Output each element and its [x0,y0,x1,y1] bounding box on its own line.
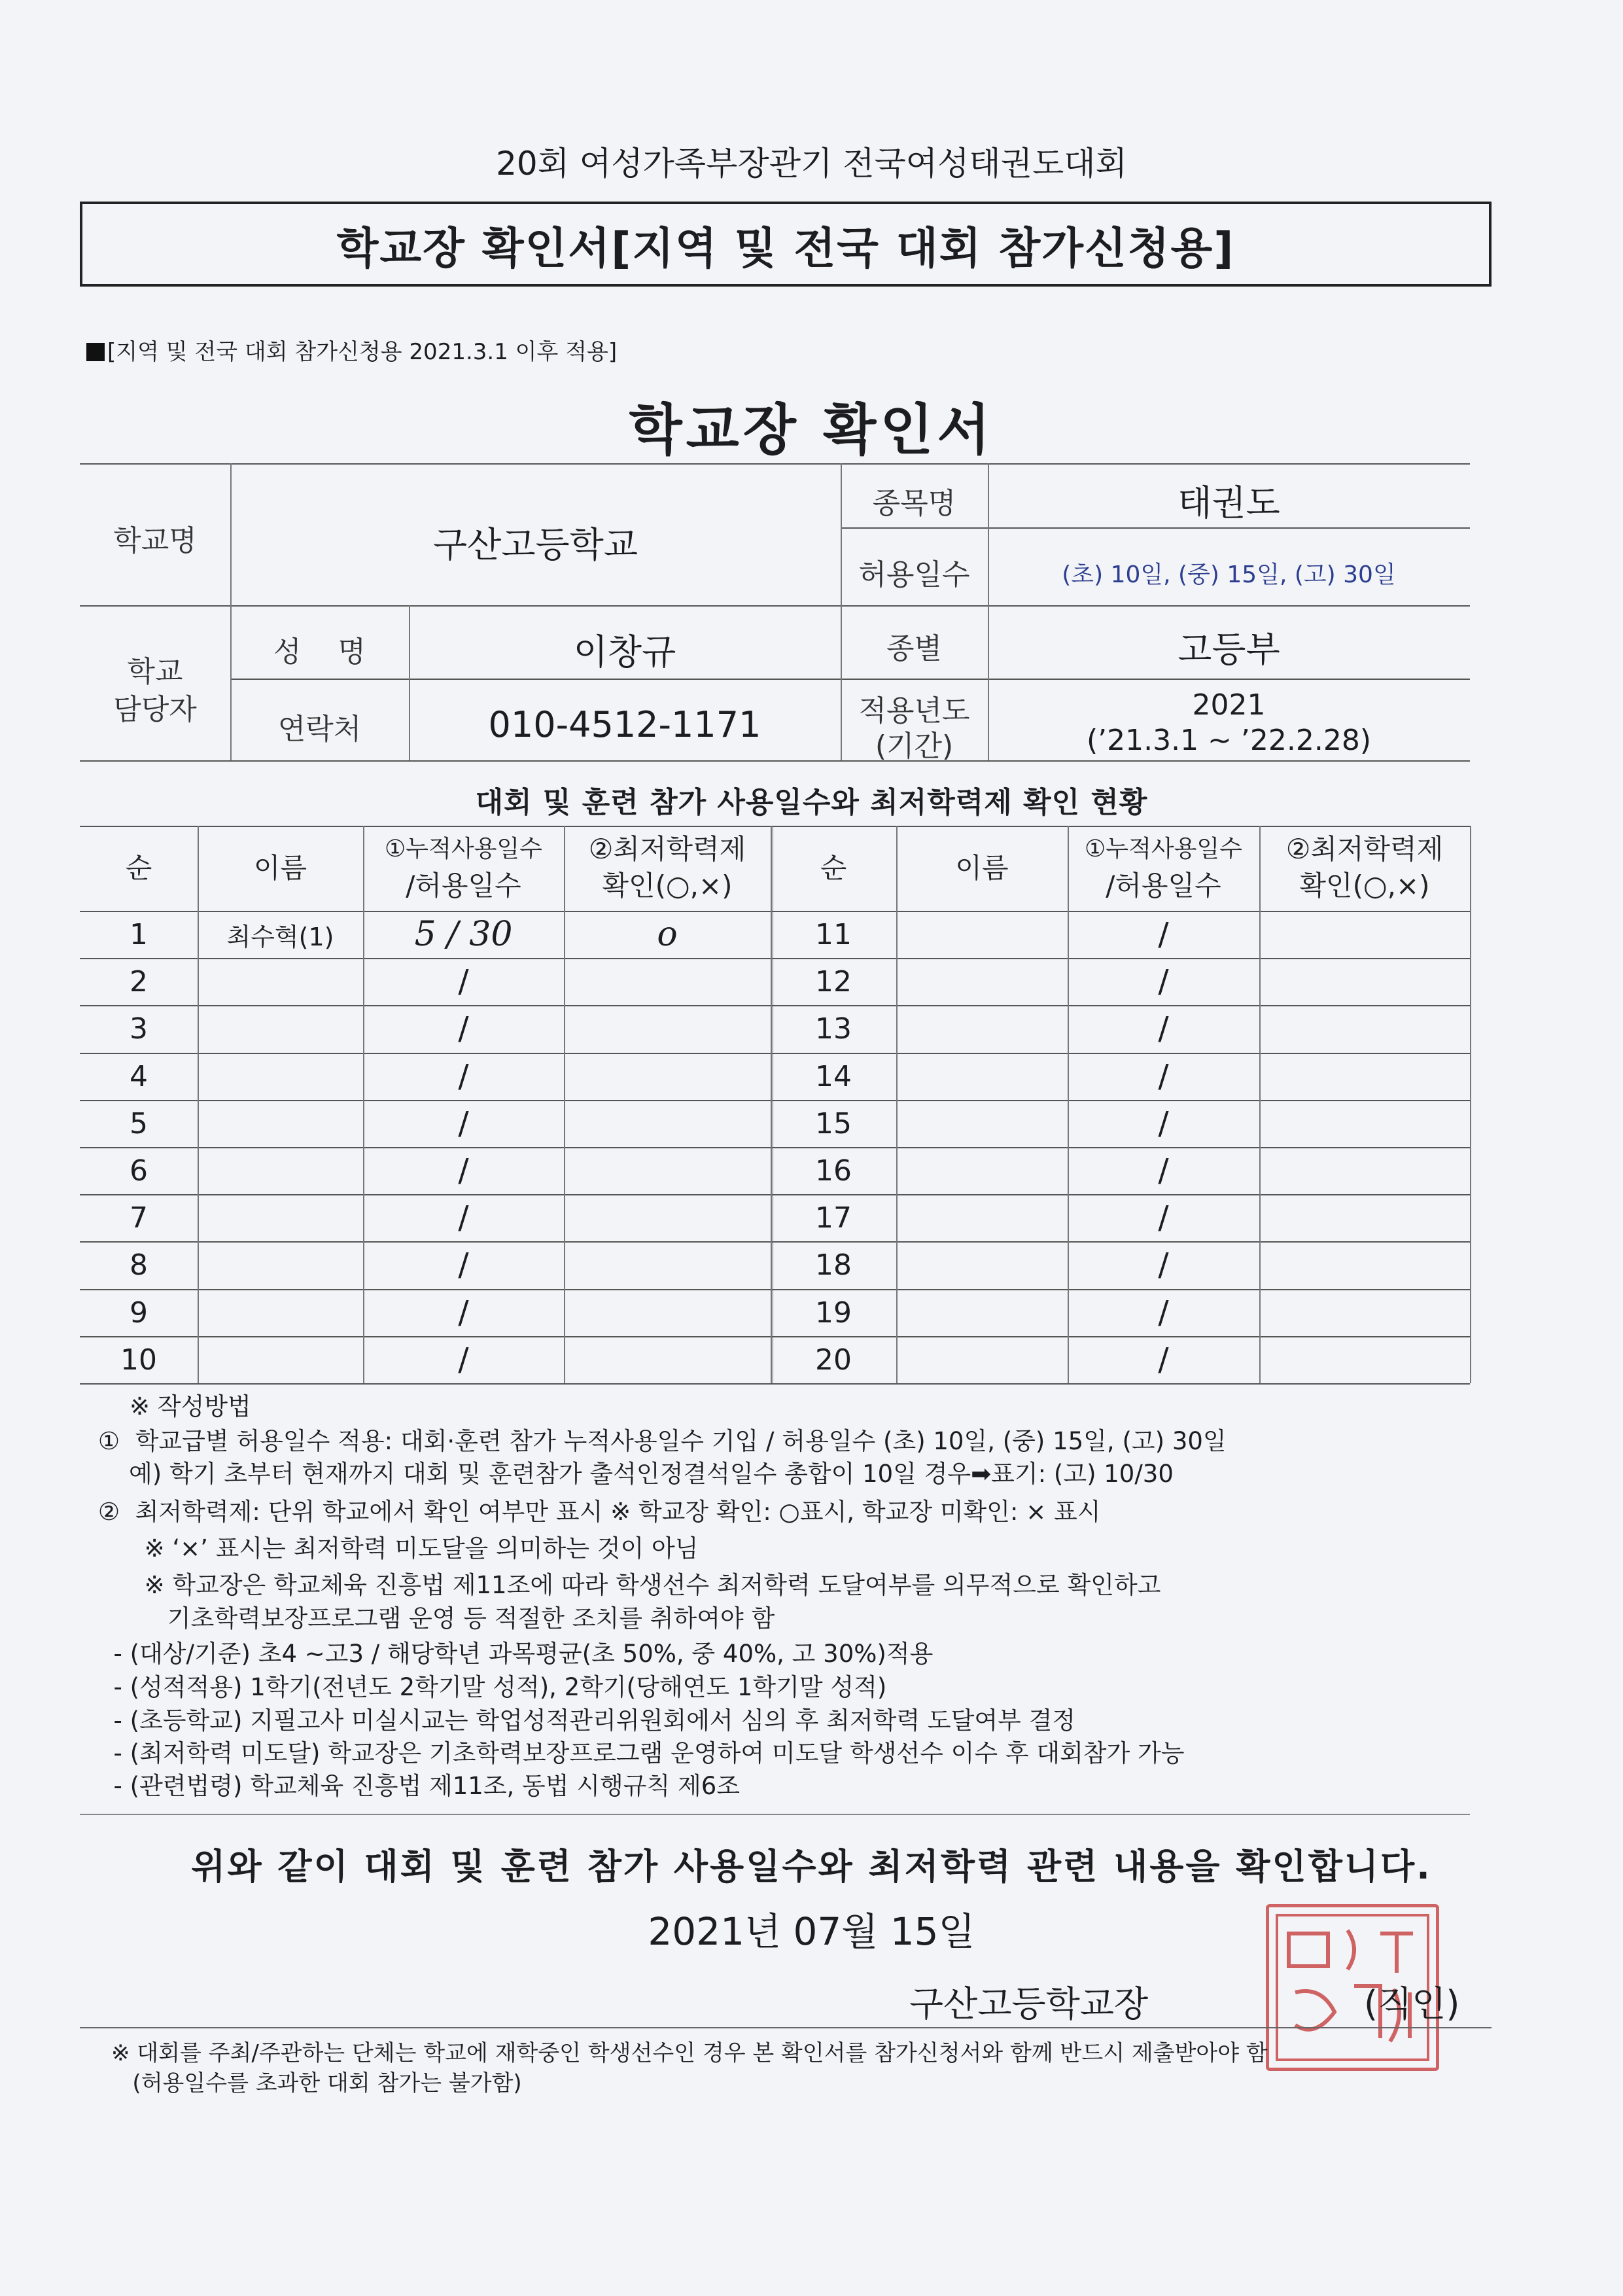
column-header-days-line: /허용일수 [406,870,521,902]
table-row-number-text: 20 [815,1343,852,1377]
form-note-text: [지역 및 전국 대회 참가신청용 2021.3.1 이후 적용] [107,339,618,365]
table-row-name [896,1005,1068,1052]
table-row-name [896,1336,1068,1383]
table-row-days [363,1005,564,1052]
table-row-name [198,1100,363,1147]
table-row-number [80,1336,198,1383]
column-header-name-text: 이름 [955,852,1009,884]
school-name-value: 구산고등학교 [433,524,638,565]
division-value: 고등부 [1178,629,1280,670]
table-row-name-text: 최수혁(1) [226,922,334,951]
table-row-check [564,958,771,1005]
table-row-number [80,1289,198,1336]
table-row-days [1068,911,1259,958]
table-row-days-text: / [458,1246,469,1283]
table-rule [230,679,1470,680]
year-label-2: (기간) [875,730,954,763]
table-row-name [198,911,363,958]
table-row-number [771,1194,896,1241]
table-row-days-text: / [458,1010,469,1047]
table-row-days-text: / [1158,1010,1169,1047]
table-row-number-text: 12 [815,964,852,998]
table-row-days [363,1100,564,1147]
notes-divider [80,1814,1470,1815]
column-header-days-line: ①누적사용일수 [1085,836,1242,862]
note-line: - (성적적용) 1학기(전년도 2학기말 성적), 2학기(당해연도 1학기말 성적) [98,1673,887,1701]
note-line: - (대상/기준) 초4 ~고3 / 해당학년 과목평균(초 50%, 중 40%, 고 30%)적용 [98,1640,934,1668]
table-rule [80,463,1470,465]
table-row-number [80,1147,198,1194]
table-row-days [363,911,564,958]
table-row-check [1259,1194,1470,1241]
table-row-number-text: 15 [815,1106,852,1140]
column-header-no-text: 순 [820,852,847,884]
table-row-days [363,1336,564,1383]
grid-rule [80,1383,1470,1385]
table-row-name [198,958,363,1005]
table-row-number [771,1289,896,1336]
table-row-check [564,1194,771,1241]
table-row-number-text: 9 [130,1296,148,1330]
school-name-label: 학교명 [113,524,197,557]
table-row-check [1259,1241,1470,1288]
table-row-days-text: / [458,1152,469,1189]
table-row-days-text: / [1158,1341,1169,1378]
column-header-days [1068,831,1259,904]
form-note [86,334,617,366]
year-value: 2021 [1192,688,1266,722]
note-line: 예) 학기 초부터 현재까지 대회 및 훈련참가 출석인정결석일수 총합이 10일 경우➡표기: (고) 10/30 [98,1460,1174,1488]
table-row-days-text: / [1158,1105,1169,1142]
table-row-days [363,1241,564,1288]
table-row-number-text: 4 [130,1059,148,1093]
allowed-days-label: 허용일수 [858,558,970,592]
column-header-name [198,826,363,911]
table-row-number-text: 17 [815,1201,852,1235]
table-row-days [1068,1241,1259,1288]
note-line: ① 학교급별 허용일수 적용: 대회·훈련 참가 누적사용일수 기입 / 허용일수 (초) 10일, (중) 15일, (고) 30일 [98,1427,1227,1455]
table-row-number-text: 14 [815,1059,852,1093]
note-line: ② 최저학력제: 단위 학교에서 확인 여부만 표시 ※ 학교장 확인: ○표시, 학교장 미확인: × 표시 [98,1498,1101,1526]
column-header-check-line: 확인(○,×) [1299,870,1430,902]
sport-label: 종목명 [872,487,956,520]
column-header-days-line: ①누적사용일수 [385,836,542,862]
table-row-check [564,1005,771,1052]
table-row-number-text: 3 [130,1012,148,1046]
column-header-days [363,831,564,904]
table-row-number [80,958,198,1005]
table-row-number-text: 6 [130,1154,148,1188]
table-row-check [1259,1147,1470,1194]
sport-value: 태권도 [1178,482,1280,523]
table-row-days-text: / [458,1105,469,1142]
form-title: 학교장 확인서 [629,398,994,462]
table-row-days [1068,1005,1259,1052]
table-row-name [896,1053,1068,1100]
table-row-name [198,1241,363,1288]
table-row-number-text: 16 [815,1154,852,1188]
table-row-days-text: / [1158,1294,1169,1331]
column-header-name-text: 이름 [253,852,307,884]
table-row-number-text: 19 [815,1296,852,1330]
table-row-days-text: 5 / 30 [414,915,513,954]
table-row-number-text: 7 [130,1201,148,1235]
note-line: ※ ‘×’ 표시는 최저학력 미도달을 의미하는 것이 아님 [98,1534,699,1563]
table-row-name [198,1194,363,1241]
table-row-days [363,1053,564,1100]
table-row-days [1068,958,1259,1005]
footer-note-line: (허용일수를 초과한 대회 참가는 불가함) [111,2070,522,2096]
table-row-days [363,1147,564,1194]
table-row-name [896,1194,1068,1241]
table-row-name [896,911,1068,958]
column-header-check [564,831,771,904]
table-row-days-text: / [1158,1199,1169,1236]
table-row-check [564,911,771,958]
table-row-days [1068,1100,1259,1147]
table-row-check [564,1053,771,1100]
table-row-number [771,1005,896,1052]
table-row-number [771,1147,896,1194]
table-row-days-text: / [458,963,469,1000]
table-row-days-text: / [458,1199,469,1236]
table-row-number [771,1053,896,1100]
table-row-check [564,1289,771,1336]
table-row-number [80,1100,198,1147]
table-row-name [896,1241,1068,1288]
principal-signature: 구산고등학교장 [909,1983,1149,2024]
table-row-check [1259,958,1470,1005]
division-label: 종별 [886,632,942,665]
table-row-days-text: / [1158,1152,1169,1189]
table-row-check [564,1147,771,1194]
table-row-number-text: 10 [120,1343,157,1377]
note-line: - (관련법령) 학교체육 진흥법 제11조, 동법 시행규칙 제6조 [98,1772,741,1800]
table-row-number [771,1241,896,1288]
table-row-days [1068,1053,1259,1100]
footer-note-line: ※ 대회를 주최/주관하는 단체는 학교에 재학중인 학생선수인 경우 본 확인서를 참가신청서와 함께 반드시 제출받아야 함 [111,2040,1268,2066]
table-row-check [1259,1289,1470,1336]
table-row-number-text: 5 [130,1106,148,1140]
table-row-name [896,958,1068,1005]
column-header-no [80,826,198,911]
event-title: 20회 여성가족부장관기 전국여성태권도대회 [496,145,1127,183]
table-row-name [896,1289,1068,1336]
note-line: - (초등학교) 지필고사 미실시교는 학업성적관리위원회에서 심의 후 최저학력 도달여부 결정 [98,1706,1076,1735]
table-row-check [1259,1100,1470,1147]
document-title: 학교장 확인서[지역 및 전국 대회 참가신청용] [336,222,1235,274]
table-row-days [1068,1147,1259,1194]
table-row-days [363,1194,564,1241]
phone-value: 010-4512-1171 [488,704,761,745]
table-row-number [80,911,198,958]
grid-rule [1470,826,1471,1383]
year-label: 적용년도 [858,694,970,728]
column-header-no [771,826,896,911]
contact-person-label: 학교 [127,655,183,688]
column-header-check [1259,831,1470,904]
table-row-check [1259,1053,1470,1100]
name-label: 성 명 [273,635,366,669]
table-row-check [1259,1336,1470,1383]
note-line: ※ 학교장은 학교체육 진흥법 제11조에 따라 학생선수 최저학력 도달여부를 의무적으로 확인하고 [98,1571,1161,1599]
table-row-number-text: 11 [815,917,852,951]
table-row-days [363,958,564,1005]
column-header-check-line: 확인(○,×) [602,870,733,902]
seal-label: (직인) [1364,1983,1460,2024]
table-row-number [771,911,896,958]
table-row-check-text: o [657,915,678,954]
table-row-number [80,1053,198,1100]
table-row-days [1068,1289,1259,1336]
table-rule [80,605,1470,607]
confirmation-text: 위와 같이 대회 및 훈련 참가 사용일수와 최저학력 관련 내용을 확인합니다. [191,1846,1432,1887]
table-row-days-text: / [458,1294,469,1331]
column-header-no-text: 순 [125,852,152,884]
table-row-name [198,1289,363,1336]
table-rule [841,527,1470,529]
table-row-days [1068,1336,1259,1383]
table-row-number-text: 2 [130,964,148,998]
table-row-days-text: / [1158,1058,1169,1095]
table-row-number-text: 13 [815,1012,852,1046]
name-value: 이창규 [573,631,676,673]
table-row-number [771,958,896,1005]
footer-divider [80,2027,1492,2028]
table-rule [80,760,1470,762]
table-row-number-text: 18 [815,1248,852,1282]
table-row-name [198,1053,363,1100]
confirmation-date: 2021년 07월 15일 [648,1909,975,1954]
table-row-days-text: / [458,1341,469,1378]
table-row-check [564,1336,771,1383]
table-row-number [771,1336,896,1383]
table-row-days [1068,1194,1259,1241]
contact-person-label-2: 담당자 [113,693,197,726]
year-period-value: (’21.3.1 ~ ’22.2.28) [1086,724,1372,757]
table-row-name [198,1005,363,1052]
table-row-days-text: / [1158,963,1169,1000]
table-row-days-text: / [458,1058,469,1095]
table-row-days-text: / [1158,916,1169,953]
column-header-check-line: ②최저학력제 [1285,833,1444,865]
column-header-days-line: /허용일수 [1106,870,1221,902]
table-row-number [80,1005,198,1052]
table-row-check [564,1100,771,1147]
allowed-days-value: (초) 10일, (중) 15일, (고) 30일 [1062,561,1396,588]
table-row-number [80,1194,198,1241]
footer-note [111,2038,1268,2098]
table-row-number-text: 8 [130,1248,148,1282]
table-row-check [1259,911,1470,958]
table-row-number [80,1241,198,1288]
column-header-check-line: ②최저학력제 [588,833,746,865]
table-row-name [198,1336,363,1383]
note-line: 기초학력보장프로그램 운영 등 적절한 조치를 취하여야 함 [98,1604,775,1633]
grid-title: 대회 및 훈련 참가 사용일수와 최저학력제 확인 현황 [475,786,1148,819]
table-row-days [363,1289,564,1336]
square-bullet-icon [86,343,105,361]
table-row-check [1259,1005,1470,1052]
table-row-check [564,1241,771,1288]
table-row-number [771,1100,896,1147]
table-row-number-text: 1 [130,917,148,951]
table-row-name [896,1147,1068,1194]
note-line: - (최저학력 미도달) 학교장은 기초학력보장프로그램 운영하여 미도달 학생선수 이수 후 대회참가 가능 [98,1739,1185,1767]
table-row-days-text: / [1158,1246,1169,1283]
column-header-name [896,826,1068,911]
notes-heading: ※ 작성방법 [130,1392,251,1421]
document-title-box [80,202,1492,287]
table-row-name [896,1100,1068,1147]
phone-label: 연락처 [277,713,362,746]
table-row-name [198,1147,363,1194]
